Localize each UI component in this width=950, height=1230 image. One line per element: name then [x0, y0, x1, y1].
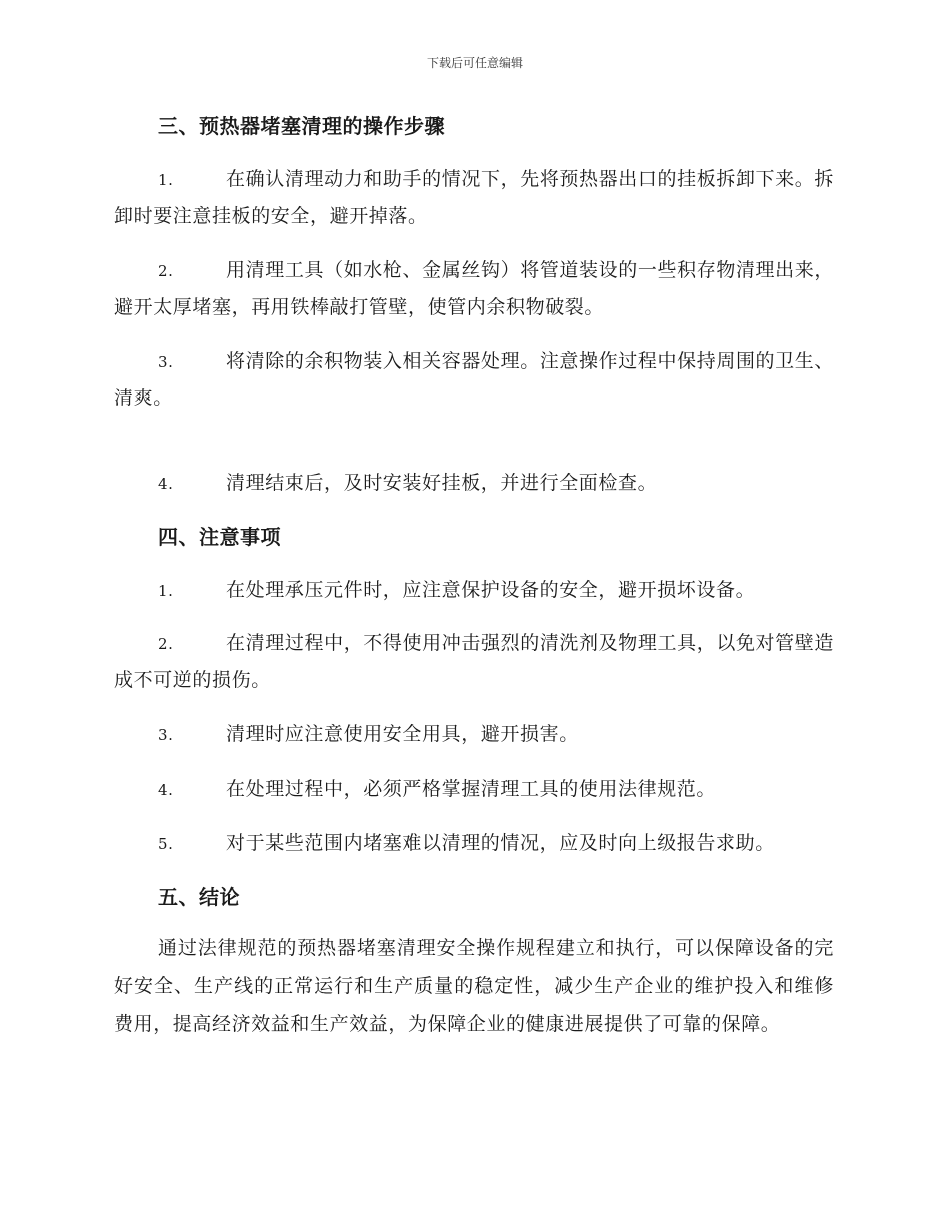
item-number: 1. — [158, 582, 174, 600]
item-text: 清理时应注意使用安全用具，避开损害。 — [226, 723, 579, 745]
list-item — [114, 343, 834, 416]
item-number: 3. — [158, 726, 174, 744]
list-item — [114, 161, 834, 234]
item-number: 5. — [158, 835, 174, 853]
item-text: 在处理承压元件时，应注意保护设备的安全，避开损坏设备。 — [226, 579, 756, 601]
list-item — [114, 825, 834, 862]
list-item — [114, 625, 834, 698]
item-number: 3. — [158, 353, 174, 371]
item-text: 在处理过程中，必须严格掌握清理工具的使用法律规范。 — [226, 778, 717, 800]
item-text: 清理结束后，及时安装好挂板，并进行全面检查。 — [226, 472, 658, 494]
list-item — [114, 572, 834, 609]
list-item — [114, 771, 834, 808]
section-heading-notes: 四、注意事项 — [158, 525, 281, 549]
item-number: 4. — [158, 475, 174, 493]
section-heading-steps: 三、预热器堵塞清理的操作步骤 — [158, 114, 445, 138]
item-number: 4. — [158, 781, 174, 799]
conclusion-paragraph: 通过法律规范的预热器堵塞清理安全操作规程建立和执行，可以保障设备的完好安全、生产线的正常运行和生产质量的稳定性，减少生产企业的维护投入和维修费用，提高经济效益和生产效益，为保障企业的健康进展提供了可靠的保障。 — [114, 937, 834, 1035]
list-item — [114, 252, 834, 325]
item-text: 在确认清理动力和助手的情况下，先将预热器出口的挂板拆卸下来。拆卸时要注意挂板的安全，避开掉落。 — [114, 168, 834, 227]
header-note: 下载后可任意编辑 — [426, 56, 523, 70]
list-item — [114, 716, 834, 753]
section-heading-conclusion: 五、结论 — [158, 885, 240, 909]
item-text: 对于某些范围内堵塞难以清理的情况，应及时向上级报告求助。 — [226, 832, 775, 854]
item-number: 2. — [158, 262, 174, 280]
item-number: 2. — [158, 635, 174, 653]
item-text: 将清除的余积物装入相关容器处理。注意操作过程中保持周围的卫生、清爽。 — [114, 350, 834, 409]
item-text: 用清理工具（如水枪、金属丝钩）将管道装设的一些积存物清理出来，避开太厚堵塞，再用铁棒敲打管壁，使管内余积物破裂。 — [114, 259, 834, 318]
item-number: 1. — [158, 171, 174, 189]
item-text: 在清理过程中，不得使用冲击强烈的清洗剂及物理工具，以免对管壁造成不可逆的损伤。 — [114, 632, 834, 691]
list-item — [114, 465, 834, 502]
